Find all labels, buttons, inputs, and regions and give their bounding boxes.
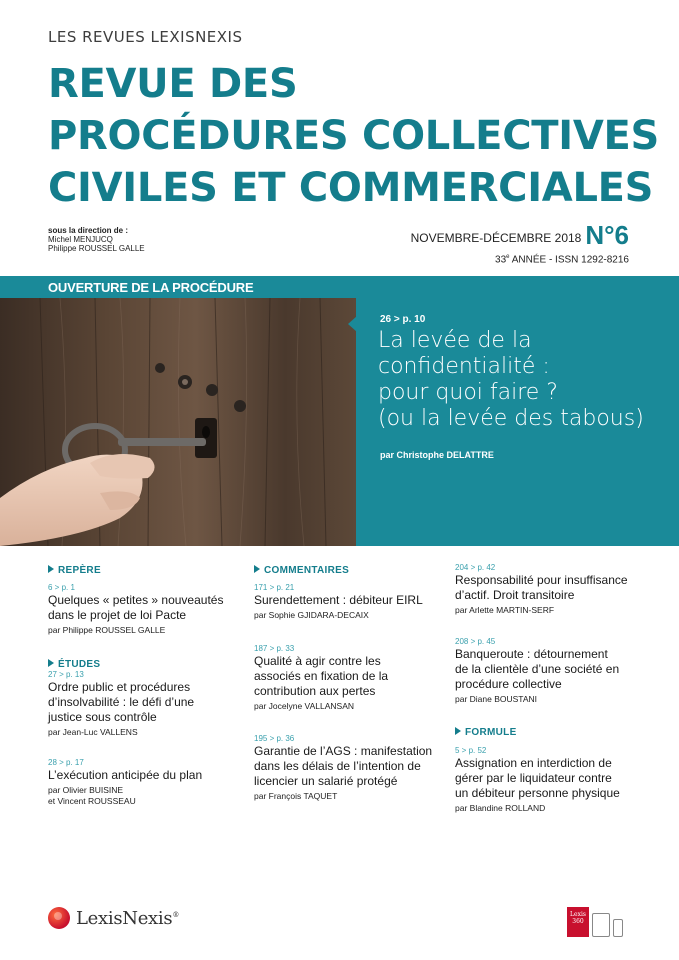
article-title: Assignation en interdiction de gérer par le liquidateur contre un débiteur personne physique (455, 756, 620, 800)
year-number: 33 (495, 254, 507, 266)
banner-label: OUVERTURE DE LA PROCÉDURE (48, 280, 254, 295)
article-ref: 195 > p. 36 (254, 734, 295, 743)
article-item[interactable] (254, 643, 388, 712)
article-ref: 204 > p. 42 (455, 563, 496, 572)
article-author: par Jocelyne VALLANSAN (254, 701, 355, 711)
article-author: par Arlette MARTIN-SERF (455, 605, 555, 615)
article-title: Banqueroute : détournement de la clientèle d’une société en procédure collective (455, 647, 620, 691)
feature-title-line-3: pour quoi faire ? (378, 380, 558, 405)
article-ref: 187 > p. 33 (254, 644, 295, 653)
door-key-image (0, 298, 356, 546)
article-title: Garantie de l’AGS : manifestation dans les délais de l’intention de licencier un salarié protégé (254, 744, 433, 788)
article-title: Qualité à agir contre les associés en fixation de la contribution aux pertes (254, 654, 389, 698)
article-ref: 6 > p. 1 (48, 583, 75, 592)
article-author: par Sophie GJIDARA-DECAIX (254, 610, 369, 620)
triangle-icon (48, 565, 54, 573)
title-line-3: CIVILES ET COMMERCIALES (48, 165, 654, 211)
title-line-1: REVUE DES (48, 61, 298, 107)
brand-top: LES REVUES LEXISNEXIS (48, 28, 243, 46)
article-ref: 5 > p. 52 (455, 746, 487, 755)
section-head-etudes: ÉTUDES (48, 659, 100, 670)
section-head-repere: REPÈRE (48, 565, 101, 576)
issue-line (411, 222, 629, 248)
article-ref: 28 > p. 17 (48, 758, 84, 767)
director-1: Michel MENJUCQ (48, 235, 113, 244)
article-author: par Blandine ROLLAND (455, 803, 546, 813)
lexisnexis-wordmark: LexisNexis® (76, 907, 180, 929)
cover-photo (0, 298, 356, 546)
article-item[interactable] (254, 582, 423, 621)
article-item[interactable] (254, 733, 432, 802)
article-ref: 171 > p. 21 (254, 583, 295, 592)
feature-author: par Christophe DELATTRE (380, 450, 494, 460)
article-item[interactable] (455, 636, 619, 705)
year-sup: e (506, 254, 510, 260)
tablet-icon (592, 913, 610, 937)
issue-date: NOVEMBRE-DÉCEMBRE 2018 (410, 231, 582, 245)
article-item[interactable] (455, 745, 620, 814)
article-title: Quelques « petites » nouveautés dans le projet de loi Pacte (48, 593, 224, 622)
feature-title-line-4: (ou la levée des tabous) (378, 406, 644, 431)
article-author: par Philippe ROUSSEL GALLE (48, 625, 166, 635)
year-issn-text: ANNÉE - ISSN 1292-8216 (509, 254, 629, 266)
format-icons (567, 907, 623, 937)
year-issn (495, 254, 629, 265)
article-ref: 208 > p. 45 (455, 637, 496, 646)
lexisnexis-mark-icon (48, 907, 70, 929)
article-author: par Jean-Luc VALLENS (48, 727, 138, 737)
feature-ref: 26 > p. 10 (380, 314, 426, 325)
triangle-icon (254, 565, 260, 573)
book-icon: Lexis 360 (567, 907, 589, 937)
triangle-icon (455, 727, 461, 735)
article-item[interactable] (455, 562, 628, 616)
phone-icon (613, 919, 623, 937)
triangle-icon (48, 659, 54, 667)
article-author: par Olivier BUISINE et Vincent ROUSSEAU (48, 785, 136, 806)
feature-pointer (348, 316, 357, 332)
issue-number-value: 6 (614, 220, 629, 250)
article-title: Ordre public et procédures d’insolvabilité : le défi d’une justice sous contrôle (48, 680, 195, 724)
journal-title (48, 58, 660, 214)
article-ref: 27 > p. 13 (48, 670, 84, 679)
section-head-commentaires: COMMENTAIRES (254, 565, 349, 576)
director-2: Philippe ROUSSEL GALLE (48, 244, 145, 253)
article-item[interactable] (48, 669, 194, 738)
article-item[interactable] (48, 757, 202, 807)
issue-number: N°6 (585, 220, 629, 250)
article-title: Responsabilité pour insuffisance d’actif. Droit transitoire (455, 573, 628, 602)
article-item[interactable] (48, 582, 223, 636)
feature-title[interactable] (378, 328, 668, 432)
article-title: L’exécution anticipée du plan (48, 768, 203, 782)
section-head-formule: FORMULE (455, 727, 517, 738)
title-line-2: PROCÉDURES COLLECTIVES (48, 113, 660, 159)
feature-title-line-2: confidentialité : (378, 354, 550, 379)
lexisnexis-logo[interactable] (48, 907, 179, 929)
direction-block (48, 226, 145, 253)
article-author: par François TAQUET (254, 791, 338, 801)
direction-label: sous la direction de : (48, 226, 129, 235)
article-title: Surendettement : débiteur EIRL (254, 593, 423, 607)
feature-title-line-1: La levée de la (378, 328, 532, 353)
article-author: par Diane BOUSTANI (455, 694, 538, 704)
